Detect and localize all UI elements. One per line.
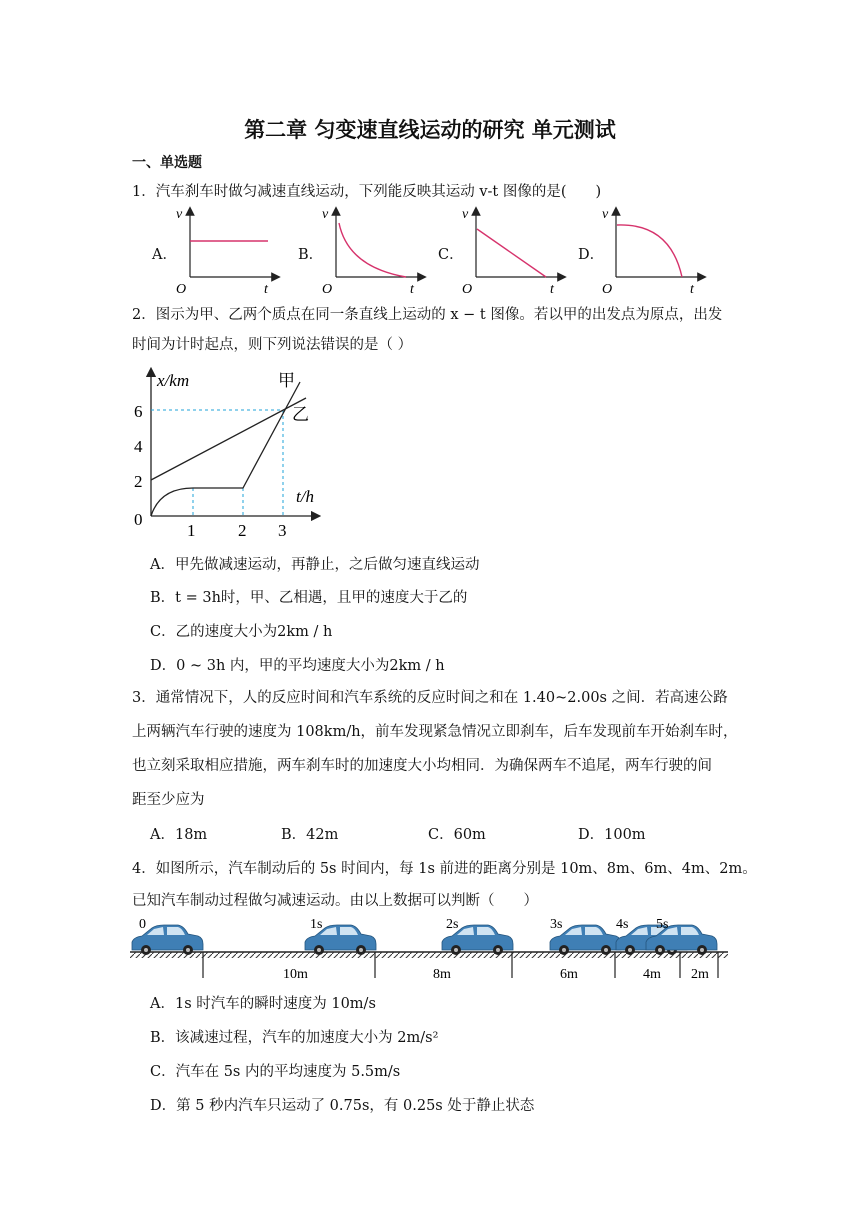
axis-t-label: t — [264, 282, 268, 295]
q2-option-b: B．t = 3h时，甲、乙相遇，且甲的速度大于乙的 — [150, 590, 468, 606]
q4-car-diagram — [128, 912, 732, 986]
q3-text-line2: 上两辆汽车行驶的速度为 108km/h，前车发现紧急情况立即刹车，后车发现前车开始刹车时， — [132, 724, 738, 740]
q4-option-d: D．第 5 秒内汽车只运动了 0.75s，有 0.25s 处于静止状态 — [150, 1098, 535, 1114]
curve-concave — [339, 223, 406, 277]
series-jia — [151, 382, 300, 516]
q2-text-line2: 时间为计时起点，则下列说法错误的是（ ） — [132, 337, 413, 353]
dist-10m: 10m — [283, 967, 308, 982]
ytick-4: 4 — [134, 437, 143, 456]
svg-text:O: O — [462, 282, 473, 295]
curve-linear — [477, 229, 546, 277]
q1-graph-b — [318, 205, 428, 295]
series-yi — [151, 398, 306, 480]
ylabel: x/km — [157, 371, 190, 390]
q3-text-line4: 距至少应为 — [132, 792, 205, 808]
time-5: 5s — [656, 917, 669, 932]
dist-6m: 6m — [560, 967, 578, 982]
xtick-3: 3 — [278, 521, 287, 540]
q2-option-c: C．乙的速度大小为2km / h — [150, 624, 333, 640]
svg-text:v: v — [462, 207, 469, 222]
ytick-6: 6 — [134, 402, 143, 421]
q4-option-c: C．汽车在 5s 内的平均速度为 5.5m/s — [150, 1064, 401, 1080]
section-heading: 一、单选题 — [132, 155, 202, 171]
svg-text:t: t — [410, 282, 414, 295]
q3-option-d: D．100m — [578, 827, 646, 843]
time-3: 3s — [550, 917, 563, 932]
q1-graph-d — [598, 205, 708, 295]
time-0: 0 — [139, 917, 146, 932]
q3-option-c: C．60m — [428, 827, 486, 843]
time-1: 1s — [310, 917, 323, 932]
q1-option-b-label: B． — [298, 247, 324, 263]
svg-text:O: O — [322, 282, 333, 295]
svg-text:v: v — [602, 207, 609, 222]
q4-text-line2: 已知汽车制动过程做匀减速运动。由以上数据可以判断（ ） — [132, 893, 538, 909]
svg-text:t: t — [690, 282, 694, 295]
origin-label: O — [176, 282, 187, 295]
q2-xt-graph — [130, 362, 330, 542]
q4-option-b: B．该减速过程，汽车的加速度大小为 2m/s² — [150, 1030, 439, 1046]
dist-2m: 2m — [691, 967, 709, 982]
time-4: 4s — [616, 917, 629, 932]
ytick-2: 2 — [134, 472, 143, 491]
q3-text-line3: 也立刻采取相应措施，两车刹车时的加速度大小均相同．为确保两车不追尾，两车行驶的间 — [132, 758, 712, 774]
curve-convex — [617, 225, 682, 277]
time-2: 2s — [446, 917, 459, 932]
svg-text:O: O — [602, 282, 613, 295]
dist-8m: 8m — [433, 967, 451, 982]
q1-option-a-label: A． — [152, 247, 177, 263]
label-jia: 甲 — [278, 371, 295, 390]
svg-text:v: v — [322, 207, 329, 222]
q2-option-d: D．0 ~ 3h 内，甲的平均速度大小为2km / h — [150, 658, 445, 674]
q1-option-d-label: D． — [578, 247, 605, 263]
q3-option-b: B．42m — [281, 827, 339, 843]
label-yi: 乙 — [292, 405, 309, 424]
q2-text-line1: 2．图示为甲、乙两个质点在同一条直线上运动的 x − t 图像。若以甲的出发点为原点，出发 — [132, 307, 723, 323]
q1-graph-a — [172, 205, 282, 295]
xlabel: t/h — [296, 487, 314, 506]
xtick-2: 2 — [238, 521, 247, 540]
q1-text: 1．汽车刹车时做匀减速直线运动，下列能反映其运动 v-t 图像的是( ) — [132, 184, 602, 200]
q3-option-a: A．18m — [150, 827, 208, 843]
dist-4m: 4m — [643, 967, 661, 982]
q1-option-c-label: C． — [438, 247, 464, 263]
q4-option-a: A．1s 时汽车的瞬时速度为 10m/s — [150, 996, 376, 1012]
page-title: 第二章 匀变速直线运动的研究 单元测试 — [244, 117, 616, 142]
q4-text-line1: 4．如图所示，汽车制动后的 5s 时间内，每 1s 前进的距离分别是 10m、8m、6m、4m、2m。 — [132, 861, 757, 877]
q1-graph-c — [458, 205, 568, 295]
xtick-1: 1 — [187, 521, 196, 540]
q3-text-line1: 3．通常情况下，人的反应时间和汽车系统的反应时间之和在 1.40~2.00s 之间．若高速公路 — [132, 690, 728, 706]
q2-option-a: A．甲先做减速运动，再静止，之后做匀速直线运动 — [150, 557, 480, 573]
svg-text:t: t — [550, 282, 554, 295]
ytick-0: 0 — [134, 510, 143, 529]
axis-v-label: v — [176, 207, 183, 222]
